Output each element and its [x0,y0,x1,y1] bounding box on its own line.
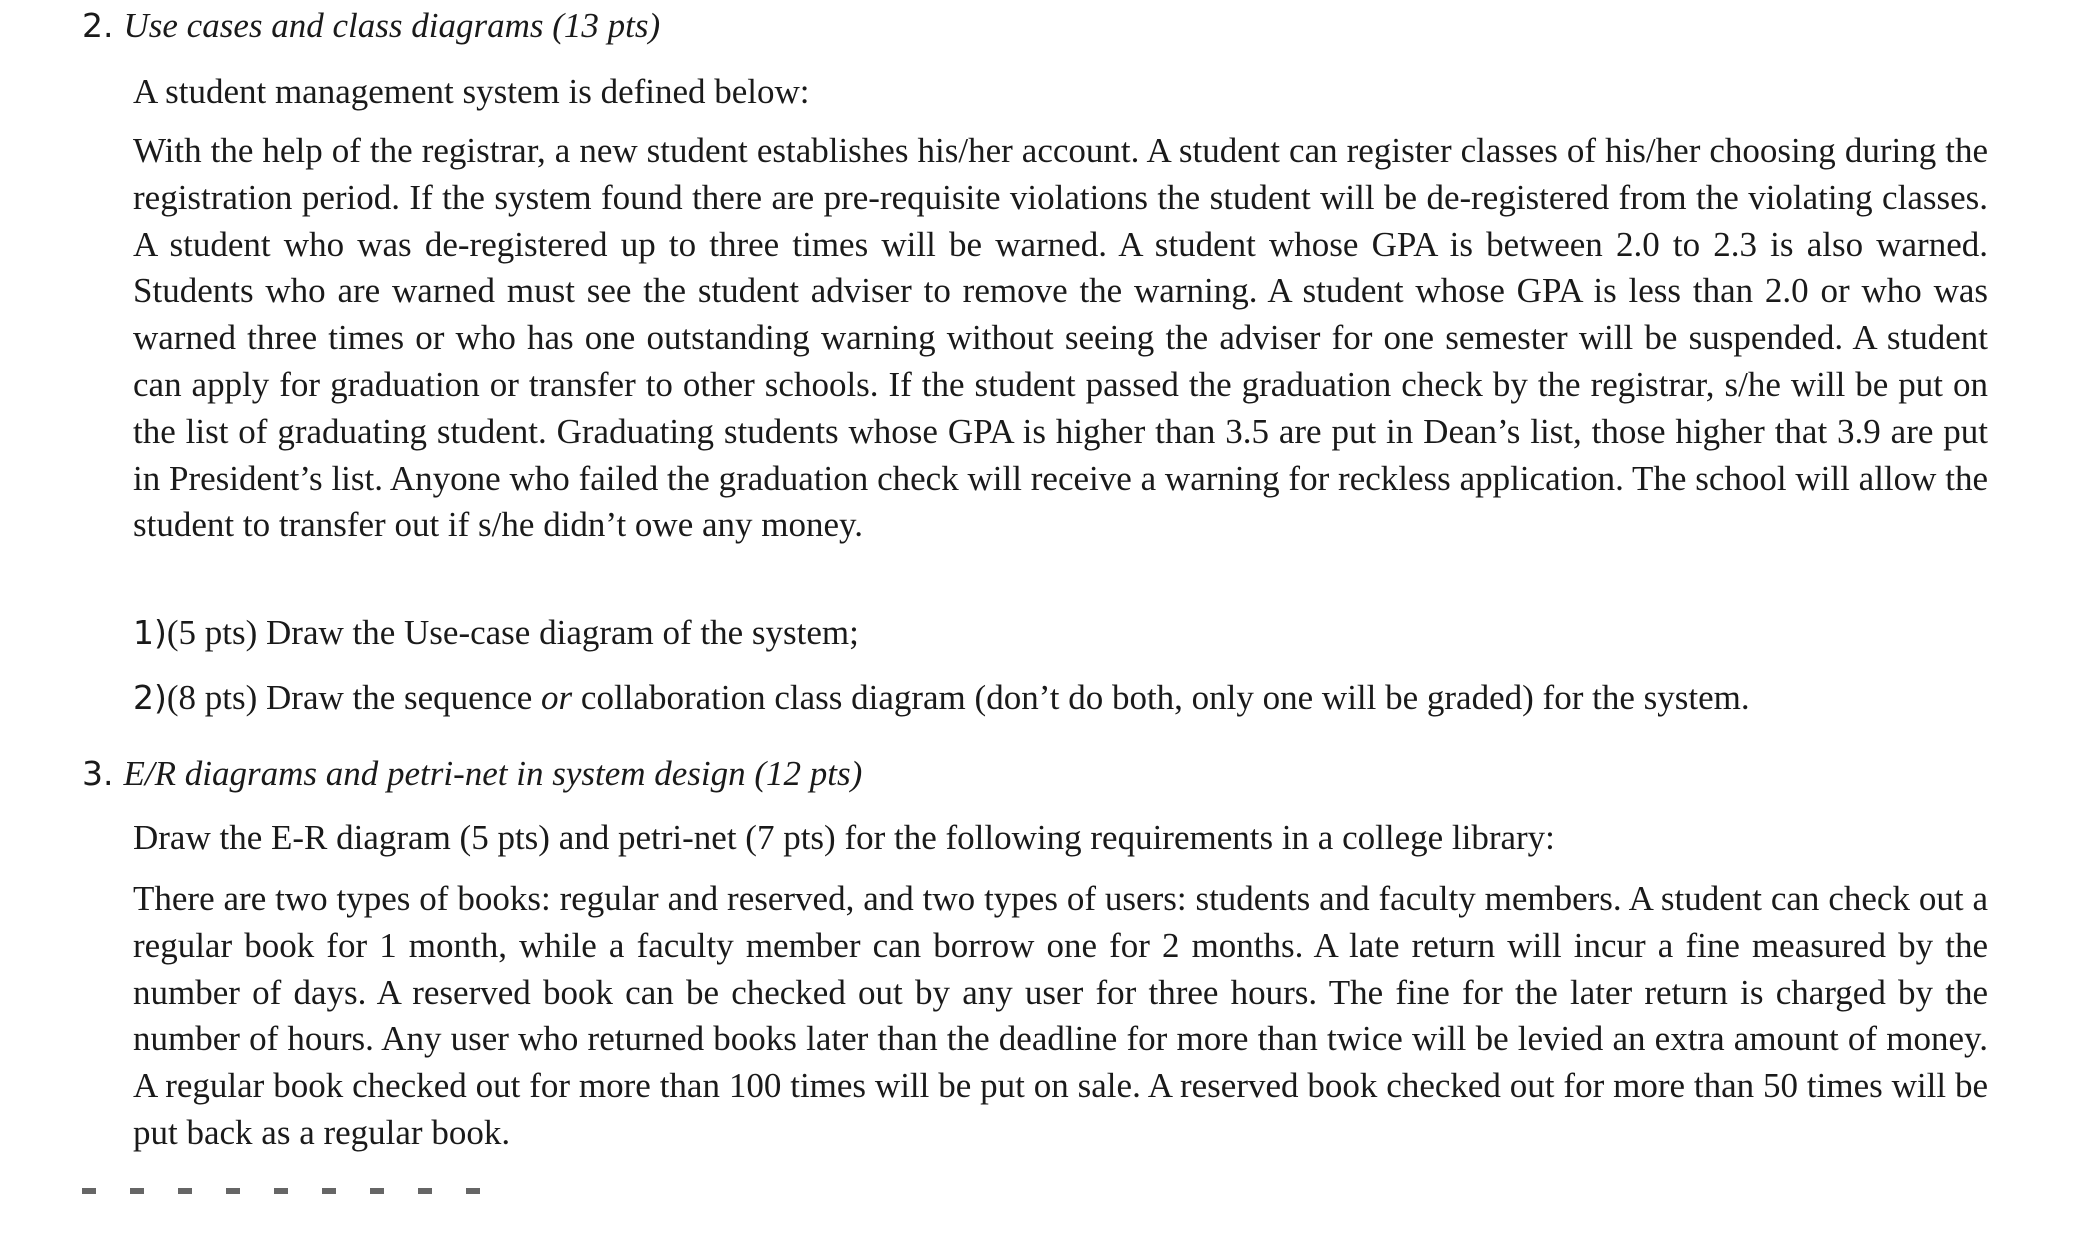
question-3-number: 3. [82,754,114,793]
cut-off-next-heading [82,1188,502,1194]
question-2-title: Use cases and class diagrams (13 pts) [123,6,661,45]
question-2-paragraph: With the help of the registrar, a new student establishes his/her account. A student can register classes of his/her choosing during the registration period. If the system found there are pre-requisite violations the student will be de-registered from the violating classes. A student who was de-registered up to three times will be warned. A student whose GPA is between 2.0 to 2.3 is also warned. Students who are warned must see the student adviser to remove the warning. A student whose GPA is less than 2.0 or who was warned three times or who has one outstanding warning without seeing the adviser for one semester will be suspended. A student can apply for graduation or transfer to other schools. If the student passed the graduation check by the registrar, s/he will be put on the list of graduating student. Graduating students whose GPA is higher than 3.5 are put in Dean’s list, those higher that 3.9 are put in President’s list. Anyone who failed the graduation check will receive a warning for reckless application. The school will allow the student to transfer out if s/he didn’t owe any money. [133,131,1988,545]
question-3-heading [82,754,862,794]
question-2-heading [82,6,660,46]
question-2-subquestion-1 [133,613,859,653]
subquestion-2-number: 2) [133,678,167,717]
question-2-subquestion-2 [133,678,1750,718]
subquestion-2-text-before: (8 pts) Draw the sequence [166,678,542,717]
question-3-paragraph: There are two types of books: regular and reserved, and two types of users: students and faculty members. A student can check out a regular book for 1 month, while a faculty member can borrow one for 2 months. A late return will incur a fine measured by the number of days. A reserved book can be checked out by any user for three hours. The fine for the later return is charged by the number of hours. Any user who returned books later than the deadline for more than twice will be levied an extra amount of money. A regular book checked out for more than 100 times will be put on sale. A reserved book checked out for more than 50 times will be put back as a regular book. [133,879,1988,1152]
question-3-intro: Draw the E-R diagram (5 pts) and petri-net (7 pts) for the following requirements in a college library: [133,818,1555,857]
question-2-intro: A student management system is defined below: [133,72,810,111]
question-2-number: 2. [82,6,114,45]
subquestion-1-text: (5 pts) Draw the Use-case diagram of the system; [166,613,859,652]
subquestion-1-number: 1) [133,613,167,652]
subquestion-2-emphasis: or [541,678,573,717]
question-3-title: E/R diagrams and petri-net in system design (12 pts) [123,754,863,793]
subquestion-2-text-after: collaboration class diagram (don’t do both, only one will be graded) for the system. [572,678,1750,717]
